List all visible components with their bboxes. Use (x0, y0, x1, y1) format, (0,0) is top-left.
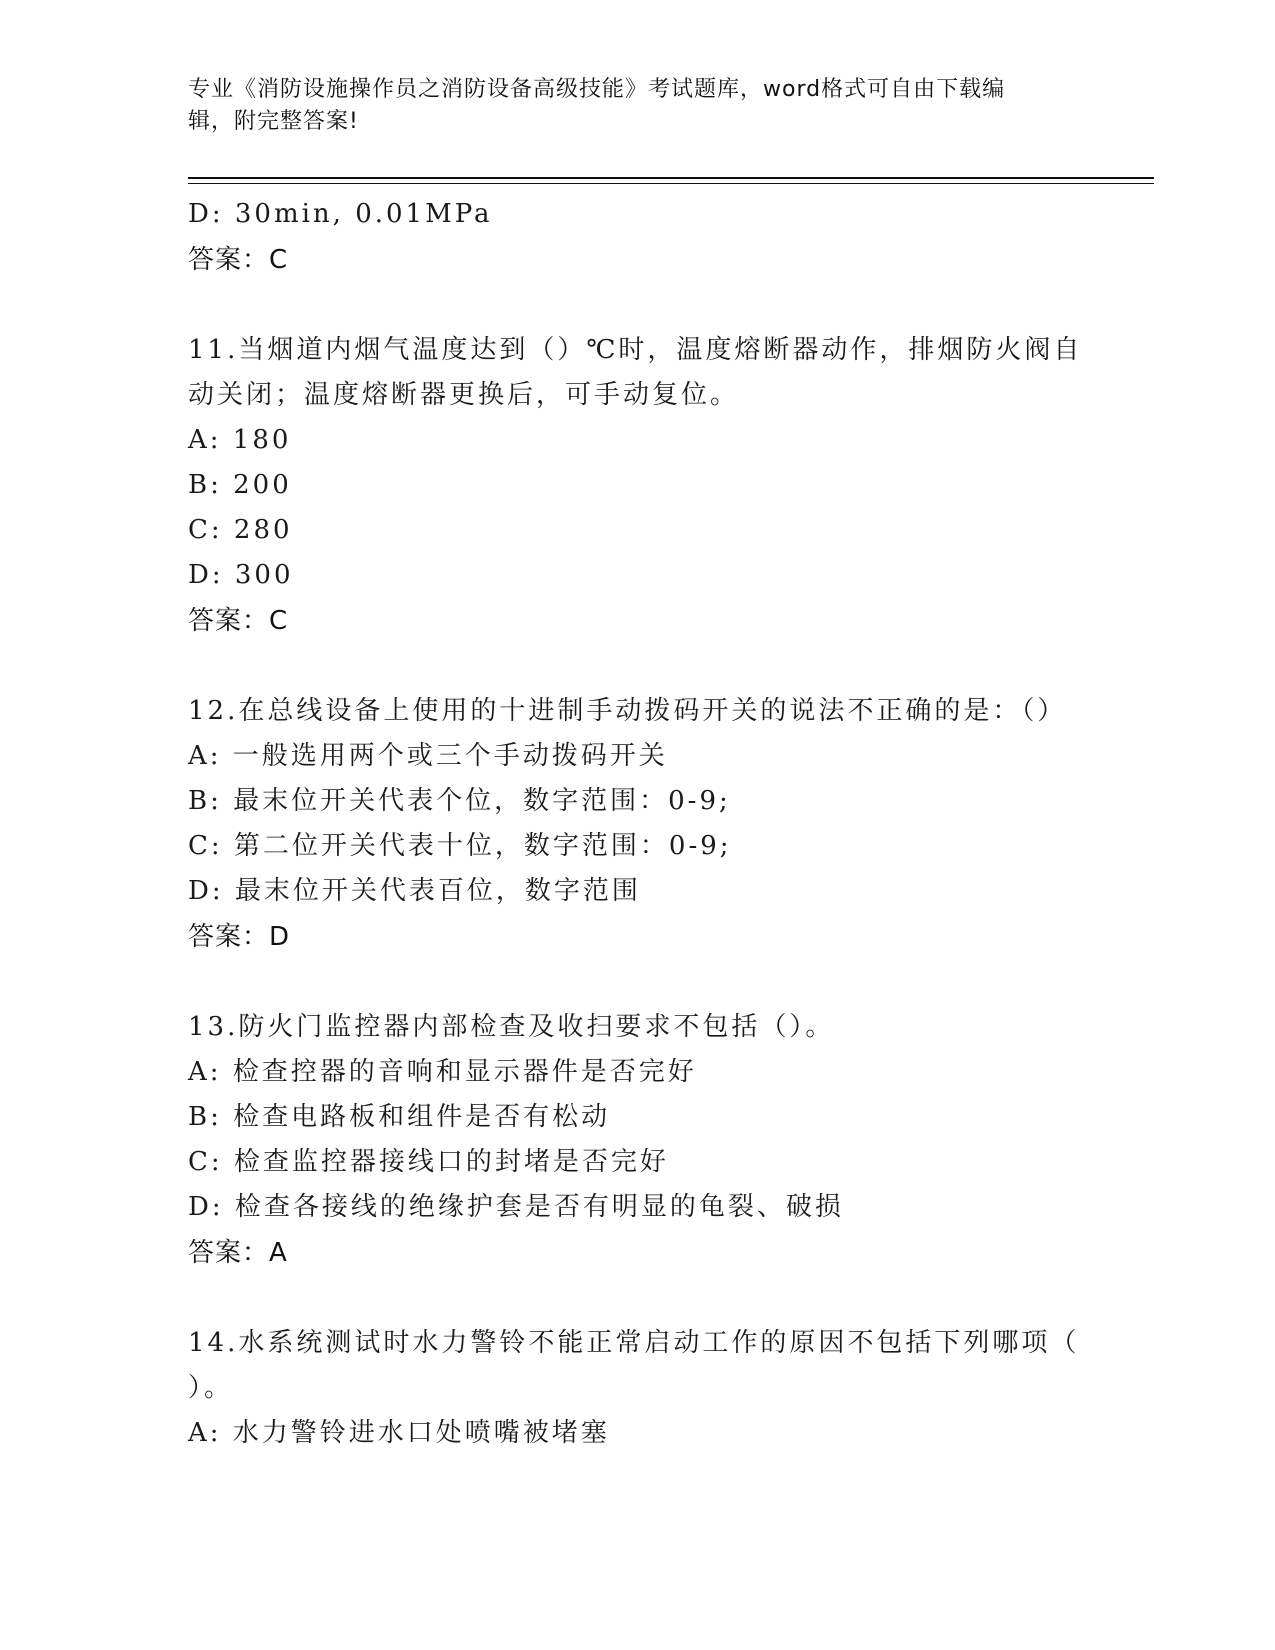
page-header (188, 74, 1088, 138)
question-stem: 13.防火门监控器内部检查及收扫要求不包括（）。 (188, 1012, 835, 1042)
previous-question-tail (188, 192, 1088, 283)
option-b: B: 检查电路板和组件是否有松动 (188, 1102, 611, 1132)
question-content (188, 192, 1088, 1456)
answer-line: 答案：A (188, 1238, 288, 1268)
question-stem: 动关闭；温度熔断器更换后，可手动复位。 (188, 380, 740, 410)
option-d: D: 30min, 0.01MPa (188, 199, 493, 229)
option-c: C: 第二位开关代表十位，数字范围：0-9; (188, 831, 732, 861)
answer-line: 答案：D (188, 922, 291, 952)
question-13 (188, 1005, 1088, 1276)
option-a: A: 180 (188, 425, 292, 455)
option-c: C: 检查监控器接线口的封堵是否完好 (188, 1147, 669, 1177)
option-a: A: 水力警铃进水口处喷嘴被堵塞 (188, 1418, 610, 1448)
question-stem: 14.水系统测试时水力警铃不能正常启动工作的原因不包括下列哪项（ (188, 1328, 1080, 1358)
question-stem: 12.在总线设备上使用的十进制手动拨码开关的说法不正确的是：（） (188, 696, 1067, 726)
question-11 (188, 328, 1088, 644)
option-d: D: 300 (188, 560, 294, 590)
option-d: D: 检查各接线的绝缘护套是否有明显的龟裂、破损 (188, 1192, 844, 1222)
option-a: A: 检查控器的音响和显示器件是否完好 (188, 1057, 697, 1087)
spacer (188, 644, 1088, 689)
spacer (188, 283, 1088, 328)
option-c: C: 280 (188, 515, 293, 545)
header-rule-thick (188, 177, 1154, 179)
spacer (188, 1276, 1088, 1321)
header-line-2: 辑，附完整答案! (188, 109, 359, 134)
header-line-1: 专业《消防设施操作员之消防设备高级技能》考试题库，word格式可自由下载编 (188, 77, 1006, 102)
question-stem: 11.当烟道内烟气温度达到（）℃时，温度熔断器动作，排烟防火阀自 (188, 335, 1083, 365)
answer-line: 答案：C (188, 606, 289, 636)
question-stem: ）。 (188, 1373, 234, 1403)
option-b: B: 最末位开关代表个位，数字范围：0-9; (188, 786, 731, 816)
option-a: A: 一般选用两个或三个手动拨码开关 (188, 741, 668, 771)
question-12 (188, 689, 1088, 960)
option-d: D: 最末位开关代表百位，数字范围 (188, 876, 641, 906)
answer-line: 答案：C (188, 245, 289, 275)
spacer (188, 960, 1088, 1005)
option-b: B: 200 (188, 470, 292, 500)
question-14 (188, 1321, 1088, 1456)
header-rule-thin (188, 183, 1154, 184)
